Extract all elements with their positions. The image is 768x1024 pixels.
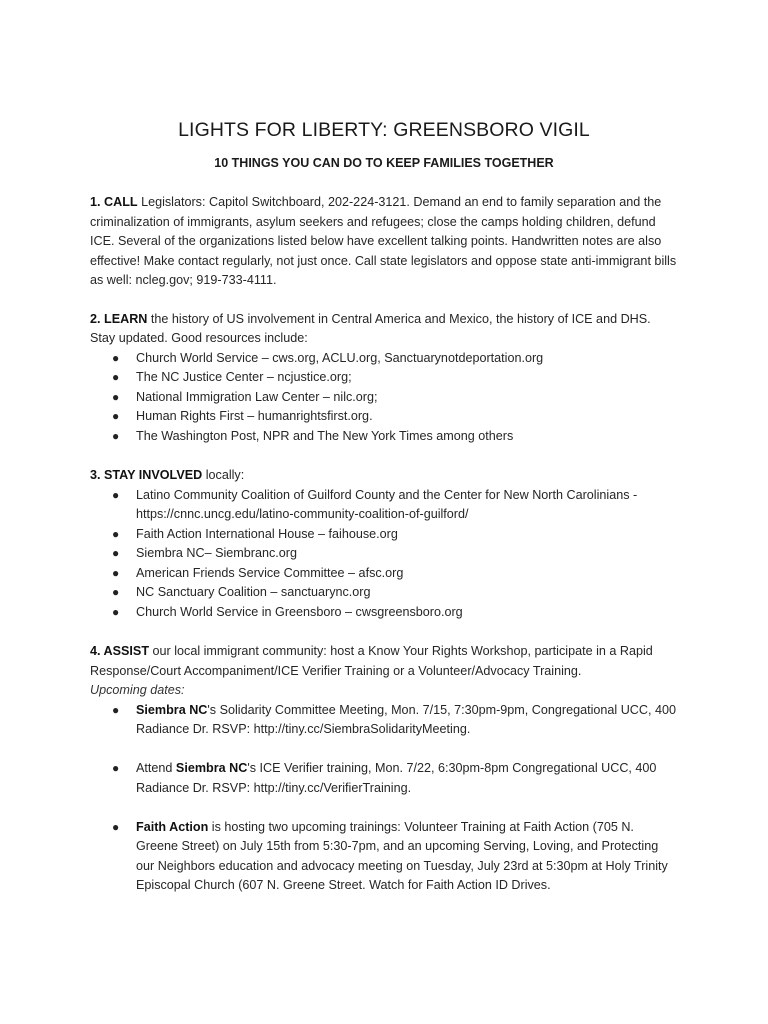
upcoming-dates-label: Upcoming dates: [90, 683, 185, 697]
event-organization: Siembra NC [175, 761, 248, 775]
section-stay-involved-lead: 3. STAY INVOLVED [90, 468, 203, 482]
list-item-text: Latino Community Coalition of Guilford County and the Center for New North Carolinians - https://cnnc.uncg.edu/latino-community-coalition-of-guilford/ [136, 487, 638, 521]
list-item [112, 486, 678, 525]
list-item-text: Church World Service in Greensboro – cwsgreensboro.org [136, 604, 463, 619]
event-item [112, 818, 678, 896]
list-item [112, 368, 678, 388]
local-organization-list [90, 486, 678, 623]
section-call-paragraph [90, 193, 678, 291]
section-learn-text: the history of US involvement in Central America and Mexico, the history of ICE and DHS. Stay updated. Good resources include: [90, 311, 651, 345]
list-item-text: Siembra NC– Siembranc.org [136, 546, 297, 560]
event-item [112, 701, 678, 740]
bullet-icon: ● [112, 487, 120, 502]
list-item-text: American Friends Service Committee – afsc.org [136, 565, 404, 580]
section-call-lead: 1. CALL [90, 195, 138, 209]
section-call-text: Legislators: Capitol Switchboard, 202-224-3121. Demand an end to family separation and the criminalization of immigrants, asylum seekers and refugees; close the camps holding children, defund ICE. Several of the organizations listed below have excellent talking points. Handwritten notes are also effective! Make contact regularly, not just once. Call state legislators and oppose state anti-immigrant bills as well: ncleg.gov; 919-733-4111. [90, 195, 677, 287]
list-item [112, 564, 678, 584]
list-item-text: NC Sanctuary Coalition – sanctuarync.org [136, 585, 371, 599]
section-call [90, 193, 678, 291]
bullet-icon: ● [112, 350, 120, 365]
list-item-text: The Washington Post, NPR and The New York Times among others [136, 428, 514, 443]
section-learn [90, 310, 678, 447]
list-item [112, 407, 678, 427]
list-item [112, 525, 678, 545]
section-stay-involved [90, 466, 678, 622]
event-text: is hosting two upcoming trainings: Volunteer Training at Faith Action (705 N. Greene Street) on July 15th from 5:30-7pm, and an upcoming Serving, Loving, and Protecting our Neighbors education and advocacy meeting on Tuesday, July 23rd at 5:30pm at Holy Trinity Episcopal Church (607 N. Greene Street. Watch for Faith Action ID Drives. [136, 819, 668, 892]
event-prefix: Attend [136, 761, 176, 775]
bullet-icon: ● [112, 546, 120, 560]
event-item [112, 759, 678, 798]
list-item-text: National Immigration Law Center – nilc.org; [136, 389, 378, 404]
upcoming-events-list [90, 701, 678, 896]
list-item [112, 349, 678, 369]
event-text: 's ICE Verifier training, Mon. 7/22, 6:30pm-8pm Congregational UCC, 400 Radiance Dr. RSVP: http://tiny.cc/VerifierTraining. [136, 761, 657, 795]
document-subtitle: 10 THINGS YOU CAN DO TO KEEP FAMILIES TOGETHER [214, 156, 554, 170]
bullet-icon: ● [112, 389, 120, 404]
bullet-icon: ● [112, 761, 120, 775]
bullet-icon: ● [112, 370, 120, 384]
bullet-icon: ● [112, 819, 120, 834]
bullet-icon: ● [112, 428, 120, 443]
list-item-text: Faith Action International House – faihouse.org [136, 526, 398, 541]
section-learn-lead: 2. LEARN [90, 311, 148, 326]
section-stay-involved-text: locally: [202, 468, 245, 482]
list-item [112, 388, 678, 408]
list-item [112, 603, 678, 623]
bullet-icon: ● [112, 585, 120, 599]
list-item [112, 427, 678, 447]
list-item-text: Human Rights First – humanrightsfirst.org. [136, 409, 373, 423]
section-stay-involved-paragraph [90, 466, 678, 486]
list-item [112, 583, 678, 603]
event-organization: Faith Action [136, 819, 209, 834]
learn-resource-list [90, 349, 678, 447]
section-assist-paragraph [90, 642, 678, 681]
bullet-icon: ● [112, 565, 120, 580]
event-organization: Siembra NC [136, 702, 208, 717]
bullet-icon: ● [112, 604, 120, 619]
section-assist-lead: 4. ASSIST [90, 644, 150, 658]
bullet-icon: ● [112, 702, 120, 717]
document-title: LIGHTS FOR LIBERTY: GREENSBORO VIGIL [178, 119, 590, 141]
section-assist [90, 642, 678, 896]
bullet-icon: ● [112, 409, 120, 423]
list-item [112, 544, 678, 564]
section-assist-text: our local immigrant community: host a Know Your Rights Workshop, participate in a Rapid Response/Court Accompaniment/ICE Verifier Training or a Volunteer/Advocacy Training. [90, 644, 653, 678]
list-item-text: The NC Justice Center – ncjustice.org; [136, 370, 352, 384]
bullet-icon: ● [112, 526, 120, 541]
section-learn-paragraph [90, 310, 678, 349]
event-text: 's Solidarity Committee Meeting, Mon. 7/15, 7:30pm-9pm, Congregational UCC, 400 Radiance Dr. RSVP: http://tiny.cc/SiembraSolidarityMeeting. [136, 702, 676, 736]
list-item-text: Church World Service – cws.org, ACLU.org, Sanctuarynotdeportation.org [136, 350, 544, 365]
